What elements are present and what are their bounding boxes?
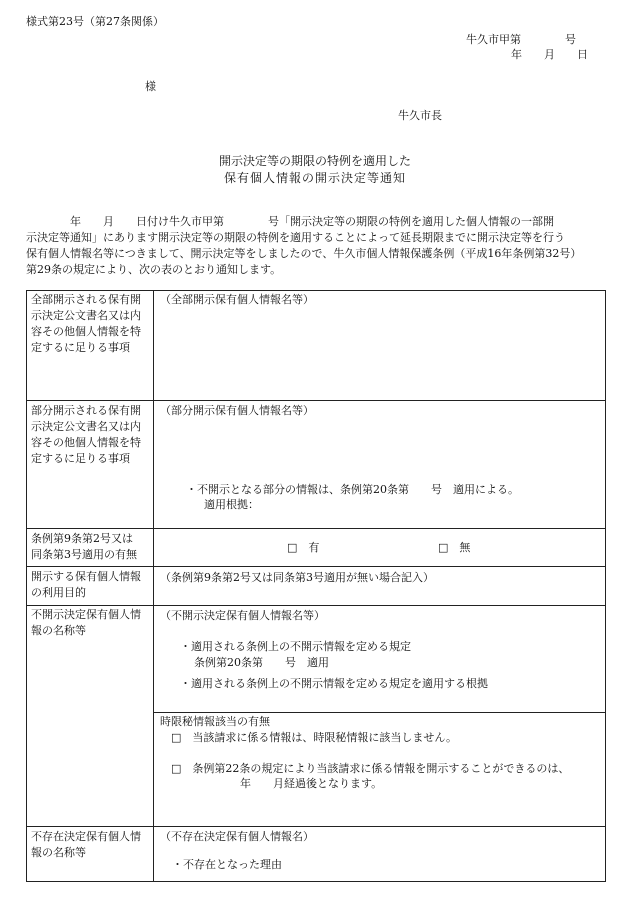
article22-period: 年 月経過後となります。 — [240, 777, 383, 790]
form-number: 様式第23号（第27条関係） — [26, 15, 164, 28]
nonexistence-content: （不存在決定保有個人情報名） — [160, 830, 314, 843]
row-label-nondisclosure: 不開示決定保有個人情 報の名称等 — [31, 608, 141, 637]
recipient-suffix: 様 — [145, 80, 156, 93]
intro-line: 年 月 日付け牛久市甲第 号「開示決定等の期限の特例を適用した個人情報の一部開 — [26, 215, 554, 228]
checkbox-no[interactable]: □ 無 — [438, 541, 471, 554]
row-label-partial-disclosure: 部分開示される保有開 示決定公文書名又は内 容その他個人情報を特 定するに足りる事項 — [31, 404, 141, 465]
partial-basis-note: 適用根拠： — [204, 498, 259, 511]
document-title-line1: 開示決定等の期限の特例を適用した — [218, 154, 411, 168]
row-label-full-disclosure: 全部開示される保有開 示決定公文書名又は内 容その他個人情報を特 定するに足りる事項 — [31, 293, 141, 354]
row-label-purpose: 開示する保有個人情報 の利用目的 — [31, 570, 141, 599]
purpose-content: （条例第9条第2号又は同条第3号適用が無い場合記入） — [160, 571, 434, 584]
issuer-name: 牛久市長 — [398, 109, 442, 122]
row-label-nonexistence: 不存在決定保有個人情 報の名称等 — [31, 830, 141, 859]
checkbox-article22[interactable]: □ 条例第22条の規定により当該請求に係る情報を開示することができるのは、 — [171, 762, 570, 775]
intro-paragraph — [26, 214, 606, 278]
checkbox-not-secret[interactable]: □ 当該請求に係る情報は、時限秘情報に該当しません。 — [171, 731, 458, 744]
intro-line: 第29条の規定により、次の表のとおり通知します。 — [26, 263, 282, 276]
document-title-line2: 保有個人情報の開示決定等通知 — [223, 171, 406, 185]
intro-line: 示決定等通知」にあります開示決定等の期限の特例を適用することによって延長期限までに開示決定等を行う — [26, 231, 565, 244]
nondisclosure-rule: ・適用される条例上の不開示情報を定める規定 — [180, 640, 411, 653]
partial-nondisclosed-note: ・不開示となる部分の情報は、条例第20条第 号 適用による。 — [186, 483, 519, 496]
nonexistence-reason: ・不存在となった理由 — [172, 858, 282, 871]
nondisclosure-article: 条例第20条第 号 適用 — [194, 656, 329, 669]
nondisclosure-content: （不開示決定保有個人情報名等） — [160, 609, 325, 622]
checkbox-yes[interactable]: □ 有 — [287, 541, 320, 554]
nondisclosure-basis: ・適用される条例上の不開示情報を定める規定を適用する根拠 — [180, 677, 488, 690]
partial-disclosure-content: （部分開示保有個人情報名等） — [160, 404, 314, 417]
document-number: 牛久市甲第 号 — [466, 33, 576, 46]
time-limited-secret-title: 時限秘情報該当の有無 — [160, 715, 270, 728]
intro-line: 保有個人情報名等につきまして、開示決定等をしましたので、牛久市個人情報保護条例（平成16年条例第32号） — [26, 247, 582, 260]
full-disclosure-content: （全部開示保有個人情報名等） — [160, 293, 314, 306]
row-label-article9: 条例第9条第2号又は 同条第3号適用の有無 — [31, 532, 137, 561]
issue-date: 年 月 日 — [511, 48, 588, 61]
